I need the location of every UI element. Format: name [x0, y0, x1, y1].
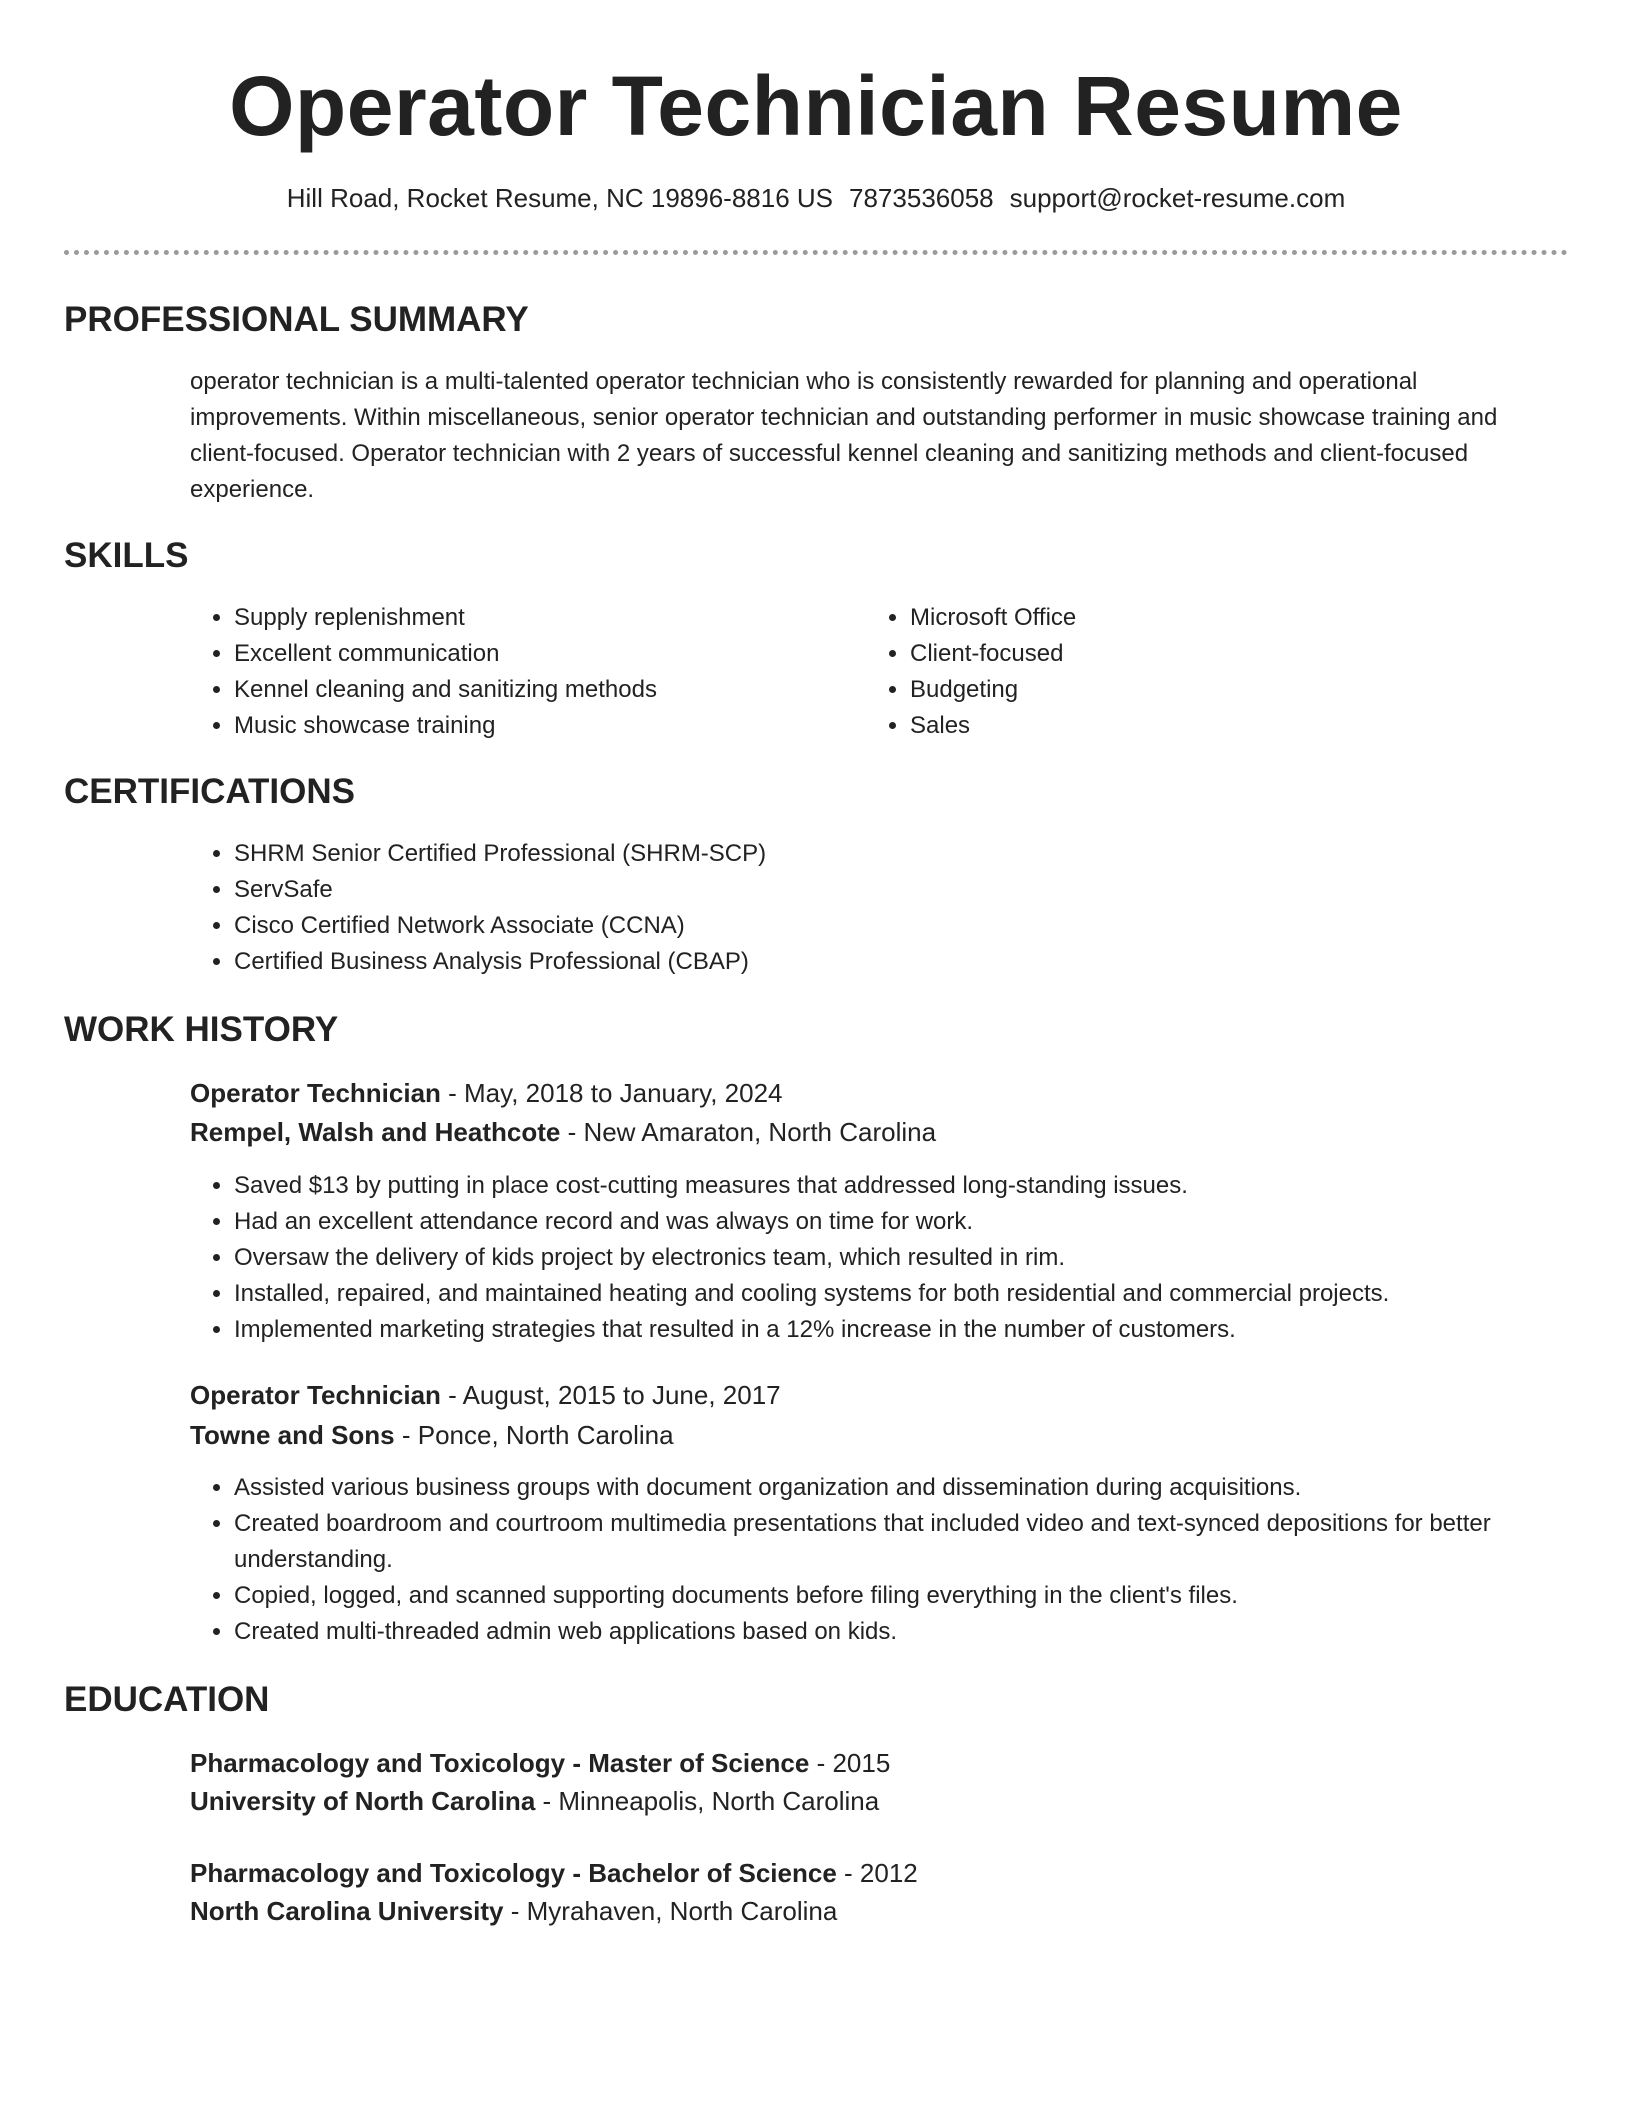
- certification-item: • SHRM Senior Certified Professional (SHRM-SCP): [234, 836, 1604, 872]
- job-title-line: [190, 1074, 1560, 1112]
- job-bullet: • Oversaw the delivery of kids project by electronics team, which resulted in rim.: [234, 1240, 1604, 1276]
- summary-heading: PROFESSIONAL SUMMARY: [64, 300, 529, 339]
- education-school-line: [190, 1892, 1560, 1930]
- job-bullet: • Assisted various business groups with document organization and dissemination during acquisitions.: [234, 1470, 1604, 1506]
- job-dates: - August, 2015 to June, 2017: [440, 1380, 781, 1410]
- job-title: Operator Technician: [190, 1380, 441, 1410]
- education-degree: Pharmacology and Toxicology - Bachelor of Science: [190, 1858, 837, 1888]
- contact-info: [0, 178, 1632, 218]
- certifications-list: [190, 836, 1604, 980]
- certification-item: • ServSafe: [234, 872, 1604, 908]
- job-bullet: • Copied, logged, and scanned supporting documents before filing everything in the client's files.: [234, 1578, 1604, 1614]
- job-bullet: • Saved $13 by putting in place cost-cutting measures that addressed long-standing issues.: [234, 1168, 1604, 1204]
- skills-heading: SKILLS: [64, 536, 189, 575]
- education-year: - 2012: [836, 1858, 918, 1888]
- contact-phone: 7873536058: [849, 183, 994, 213]
- skills-list-right: [866, 600, 1530, 744]
- education-heading: EDUCATION: [64, 1680, 270, 1719]
- summary-text: operator technician is a multi-talented operator technician who is consistently rewarded for planning and operational improvements. Within miscellaneous, senior operator technician and outstanding performer in music showcase training and client-focused. Operator technician with 2 years of successful kennel cleaning and sanitizing methods and client-focused experience.: [190, 368, 1498, 503]
- education-degree-line: [190, 1854, 1560, 1892]
- job-title: Operator Technician: [190, 1078, 441, 1108]
- education-degree: Pharmacology and Toxicology - Master of Science: [190, 1748, 810, 1778]
- education-year: - 2015: [809, 1748, 891, 1778]
- education-degree-line: [190, 1744, 1560, 1782]
- education-location: - Minneapolis, North Carolina: [535, 1786, 880, 1816]
- job-location: - Ponce, North Carolina: [394, 1420, 674, 1450]
- job-company: Towne and Sons: [190, 1420, 395, 1450]
- skill-item: • Sales: [910, 708, 1530, 744]
- resume-title: Operator Technician Resume: [229, 59, 1403, 153]
- certification-item: • Cisco Certified Network Associate (CCNA): [234, 908, 1604, 944]
- job-company: Rempel, Walsh and Heathcote: [190, 1117, 561, 1147]
- skills-list-left: [190, 600, 854, 744]
- job-bullet: • Had an excellent attendance record and was always on time for work.: [234, 1204, 1604, 1240]
- job-title-line: [190, 1376, 1560, 1414]
- job-bullets: [190, 1470, 1604, 1650]
- work-history-heading: WORK HISTORY: [64, 1010, 339, 1049]
- contact-email[interactable]: support@rocket-resume.com: [1009, 183, 1346, 213]
- skill-item: • Budgeting: [910, 672, 1530, 708]
- skill-item: • Client-focused: [910, 636, 1530, 672]
- skill-item: • Excellent communication: [234, 636, 854, 672]
- education-school-line: [190, 1782, 1560, 1820]
- skill-item: • Music showcase training: [234, 708, 854, 744]
- education-location: - Myrahaven, North Carolina: [503, 1896, 838, 1926]
- job-location: - New Amaraton, North Carolina: [560, 1117, 937, 1147]
- education-school: North Carolina University: [190, 1896, 504, 1926]
- job-bullet: • Created boardroom and courtroom multimedia presentations that included video and text-synced depositions for better understanding.: [234, 1506, 1604, 1578]
- job-dates: - May, 2018 to January, 2024: [440, 1078, 783, 1108]
- job-bullet: • Implemented marketing strategies that resulted in a 12% increase in the number of customers.: [234, 1312, 1604, 1348]
- skill-item: • Microsoft Office: [910, 600, 1530, 636]
- job-bullet: • Created multi-threaded admin web applications based on kids.: [234, 1614, 1604, 1650]
- job-bullet: • Installed, repaired, and maintained heating and cooling systems for both residential and commercial projects.: [234, 1276, 1604, 1312]
- skill-item: • Supply replenishment: [234, 600, 854, 636]
- contact-address: Hill Road, Rocket Resume, NC 19896-8816 US: [286, 183, 834, 213]
- header-divider: [64, 250, 1568, 255]
- job-company-line: [190, 1113, 1560, 1151]
- job-bullets: [190, 1168, 1604, 1348]
- education-school: University of North Carolina: [190, 1786, 536, 1816]
- certification-item: • Certified Business Analysis Professional (CBAP): [234, 944, 1604, 980]
- job-company-line: [190, 1416, 1560, 1454]
- certifications-heading: CERTIFICATIONS: [64, 772, 356, 811]
- skill-item: • Kennel cleaning and sanitizing methods: [234, 672, 854, 708]
